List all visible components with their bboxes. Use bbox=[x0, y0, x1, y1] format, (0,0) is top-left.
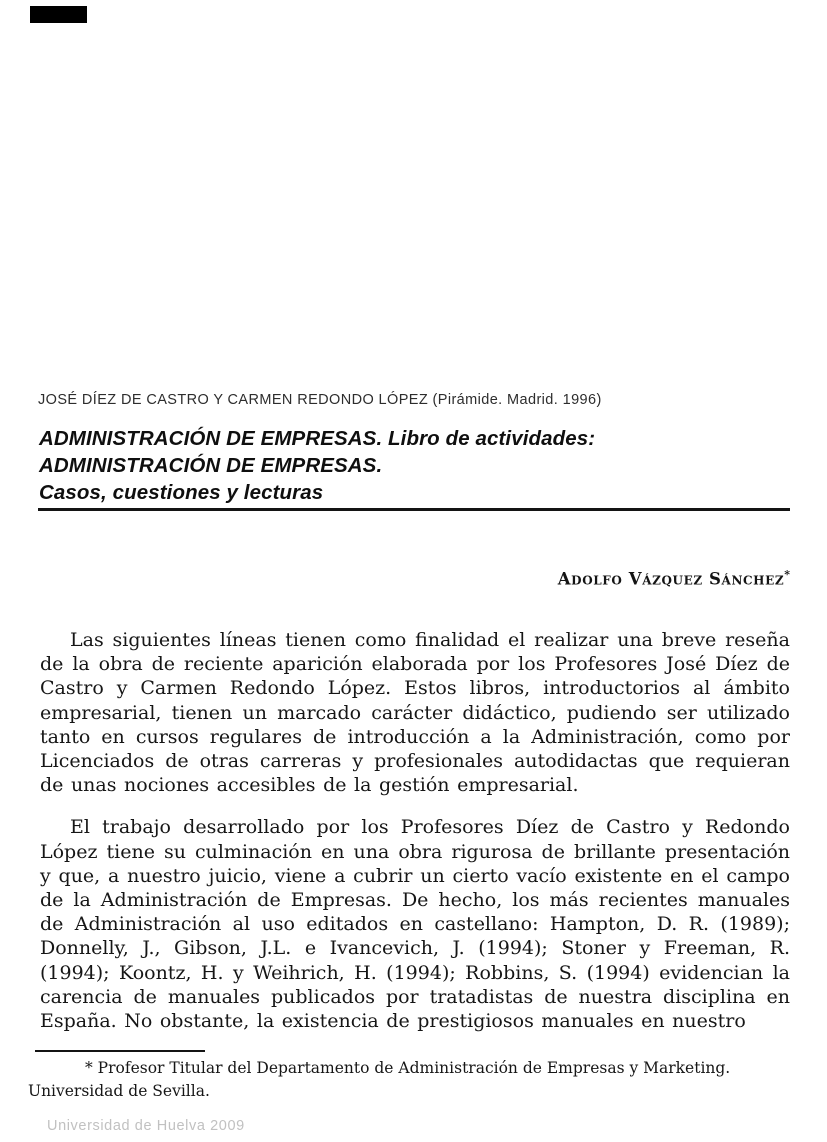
review-author bbox=[40, 568, 790, 589]
book-citation-header: JOSÉ DÍEZ DE CASTRO Y CARMEN REDONDO LÓPEZ (Pirámide. Madrid. 1996) bbox=[38, 392, 602, 408]
review-paragraph-1: Las siguientes líneas tienen como finalidad el realizar una breve reseña de la obra de reciente aparición elaborada por los Profesores José Díez de Castro y Carmen Redondo López. Estos libros, introductorios al ámbito empresarial, tienen un marcado carácter didáctico, pudiendo ser utilizado tanto en cursos regulares de introducción a la Administración, como por Licenciados de otras carreras y profesionales autodidactas que requieran de unas nociones accesibles de la gestión empresarial. bbox=[40, 629, 790, 797]
book-title-block bbox=[39, 425, 799, 506]
footnote-line-2: Universidad de Sevilla. bbox=[28, 1082, 210, 1100]
footnote-asterisk-mark: * bbox=[784, 568, 790, 581]
library-watermark: Universidad de Huelva 2009 bbox=[47, 1118, 245, 1134]
footnote-block bbox=[28, 1050, 790, 1103]
title-divider-rule bbox=[38, 508, 790, 511]
review-author-name: Adolfo Vázquez Sánchez bbox=[557, 569, 785, 589]
footnote-divider-rule bbox=[35, 1050, 205, 1052]
book-title-line-1: ADMINISTRACIÓN DE EMPRESAS. Libro de actividades: bbox=[39, 427, 596, 450]
review-paragraph-2: El trabajo desarrollado por los Profesores Díez de Castro y Redondo López tiene su culminación en una obra rigurosa de brillante presentación y que, a nuestro juicio, viene a cubrir un cierto vacío existente en el campo de la Administración de Empresas. De hecho, los más recientes manuales de Administración al uso editados en castellano: Hampton, D. R. (1989); Donnelly, J., Gibson, J.L. e Ivancevich, J. (1994); Stoner y Freeman, R. (1994); Koontz, H. y Weihrich, H. (1994); Robbins, S. (1994) evidencian la carencia de manuales publicados por tratadistas de nuestra disciplina en España. No obstante, la existencia de prestigiosos manuales en nuestro bbox=[40, 816, 790, 1033]
footnote-line-1: * Profesor Titular del Departamento de Administración de Empresas y Marketing. bbox=[85, 1059, 731, 1077]
book-title-line-3: Casos, cuestiones y lecturas bbox=[39, 481, 324, 504]
review-body bbox=[40, 628, 790, 1033]
scan-corner-mark bbox=[30, 6, 87, 23]
book-title-line-2: ADMINISTRACIÓN DE EMPRESAS. bbox=[39, 454, 383, 477]
